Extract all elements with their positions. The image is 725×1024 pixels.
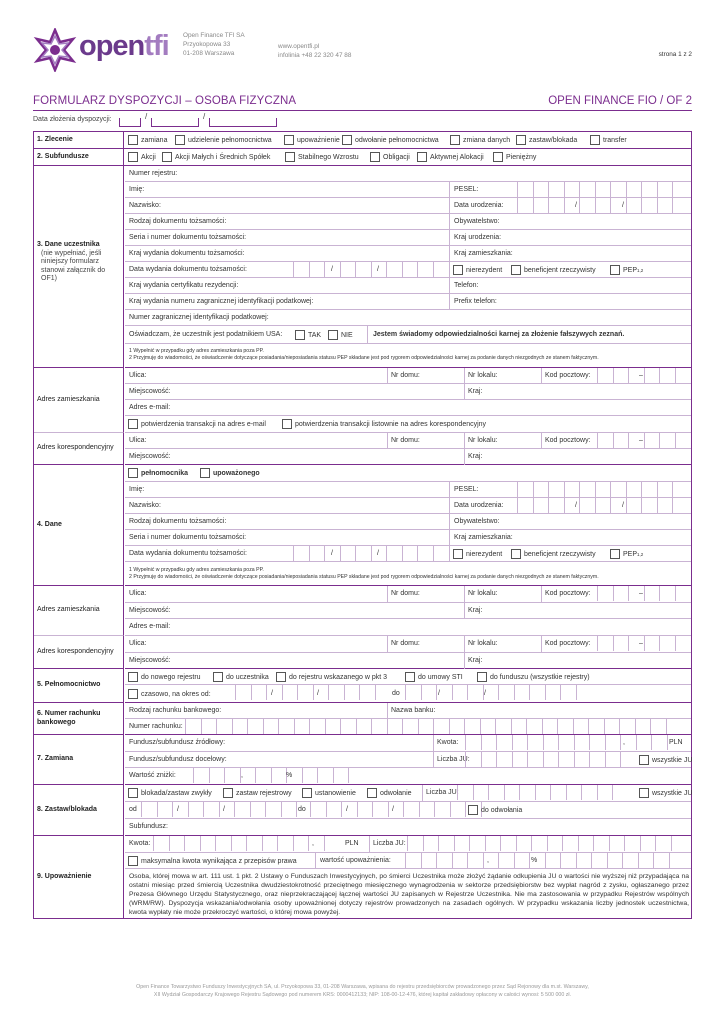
opt-nierezydent[interactable]: nierezydent: [453, 265, 502, 275]
s9-row1: Kwota: , PLN Liczba JU:: [125, 836, 691, 853]
addr1-label: Adres zamieszkania: [34, 368, 124, 433]
section-label-3: 3. Dane uczestnika (nie wypełniać, jeśli niniejszy formularz stanowi załącznik do OF1): [34, 166, 124, 368]
s6-row2: Numer rachunku:: [125, 719, 691, 735]
opt-do-uczestnika[interactable]: do uczestnika: [213, 672, 269, 682]
opt-umowa-sti[interactable]: do umowy STI: [405, 672, 463, 682]
s8-row1: blokada/zastaw zwykły zastaw rejestrowy ustanowienie odwołanie Liczba JU: wszystkie JU: [125, 785, 691, 802]
opt-pep[interactable]: PEP 1,2: [610, 265, 643, 275]
row-doc-type: Rodzaj dokumentu tożsamości: Obywatelstwo:: [125, 214, 691, 230]
addr1-row4: [125, 416, 691, 433]
s4-doc-date-boxes[interactable]: [293, 546, 448, 561]
s9-legal-text: Osoba, której mowa w art. 111 ust. 1 pkt. 2 Ustawy o Funduszach Inwestycyjnych, po śmierci Uczestnika może złożyć żądanie odkupienia JU o wartości nie wyższej niż przypadająca na ostatni miesiąc przed śmiercią Uczestnika dwudziestokrotność przeciętnego miesięcznego wynagrodzenia w sektorze przedsiębiorstw bez wypłat nagród z zysku, ogłaszanego przez Prezesa Głównego Urzędu Statystycznego, oraz nieprzekraczającej łącznej wartości JU zapisanych w Rejestrze Uczestnika. Nie ma zastosowania w przypadku Rejestrów wspólnych (WRM/RW). Dyspozycja wskazania/odwołania osoby upoważnionej dotyczy rejestrów prowadzonych na zasadach ogólnych. W przypadku wskazania liczby jednostek uczestnictwa, kwota wypłaty nie może przekroczyć wartości, o której mowa powyżej.: [129, 873, 689, 916]
footer: Open Finance Towarzystwo Funduszy Inwestycyjnych SA, ul. Przyokopowa 33, 01-208 Warszawa, wpisana do rejestru przedsiębiorców prowadzonego przez Sąd Rejonowy dla m.st. Warszawy, XII Wydział Gospodarczy Krajowego Rejestru Sądowego pod numerem KRS: 0000412133; NIP: 108-00-12-476, której kapitał zakładowy opłacony w całości wynosi: 5 500 000 zł.: [136, 984, 589, 998]
company-contact: www.opentfi.pl infolinia +48 22 320 47 88: [278, 43, 352, 59]
opt-pelnomocnika[interactable]: pełnomocnika: [128, 468, 188, 478]
opt-nowy-rejestr[interactable]: do nowego rejestru: [128, 672, 201, 682]
row-subfundusze: [34, 149, 691, 166]
section-label-1: 1. Zlecenie: [34, 132, 124, 148]
s5-row1: [125, 669, 691, 685]
s4-pesel-boxes[interactable]: [517, 482, 688, 497]
opt-zmiana-danych[interactable]: zmiana danych: [450, 135, 510, 145]
s8-opt-all-ju[interactable]: wszystkie JU: [639, 788, 692, 798]
s4-row-name: Imię: PESEL:: [125, 482, 691, 498]
section-label-5: 5. Pełnomocnictwo: [34, 669, 124, 703]
s8-row2: od / / do / / do odwołania: [125, 802, 691, 819]
corr1-label: Adres korespondencyjny: [34, 433, 124, 465]
corr2-zip-boxes[interactable]: [597, 636, 690, 651]
addr2-row1: Ulica: Nr domu: Nr lokalu: Kod pocztowy: –: [125, 586, 691, 603]
opt-upowaznionego[interactable]: upoważonego: [200, 468, 260, 478]
form-table: [33, 131, 692, 919]
date-month-field[interactable]: [151, 118, 199, 127]
opt-czasowo[interactable]: czasowo, na okres od:: [128, 689, 211, 699]
opt-confirm-post[interactable]: potwierdzenia transakcji listownie na adres korespondencyjny: [282, 419, 486, 429]
s7-opt-all-ju[interactable]: wszystkie JU: [639, 755, 692, 765]
s4-row-doc-type: Rodzaj dokumentu tożsamości: Obywatelstwo:: [125, 514, 691, 530]
s4-opt-beneficjent[interactable]: beneficjent rzeczywisty: [511, 549, 596, 559]
date-day-field[interactable]: [119, 118, 141, 127]
declaration: Jestem świadomy odpowiedzialności karnej za złożenie fałszywych zeznań.: [373, 331, 625, 338]
row-doc-country: Kraj wydania dokumentu tożsamości: Kraj zamieszkania:: [125, 246, 691, 262]
opt-zastaw-rejestrowy[interactable]: zastaw rejestrowy: [223, 788, 292, 798]
addr1-zip-boxes[interactable]: [597, 368, 690, 383]
date-year-field[interactable]: [209, 118, 277, 127]
star-logo-icon: [33, 28, 77, 72]
footnote-1: 1 Wypełnić w przypadku gdy adres zamieszkania poza PP.: [129, 348, 264, 354]
opt-do-funduszu[interactable]: do funduszu (wszystkie rejestry): [477, 672, 590, 682]
section-label-4: 4. Dane: [34, 465, 124, 586]
s5-date-to-boxes[interactable]: [405, 685, 591, 700]
s4-row-doc-date: Data wydania dokumentu tożsamości: / / nierezydent beneficjent rzeczywisty PEP 1,2: [125, 546, 691, 562]
addr1-row1: Ulica: Nr domu: Nr lokalu: Kod pocztowy: –: [125, 368, 691, 384]
opt-akcji-msp[interactable]: Akcji Małych i Średnich Spółek: [162, 152, 270, 162]
s7-row3: Wartość zniżki: , %: [125, 768, 691, 785]
opt-ustanowienie[interactable]: ustanowienie: [302, 788, 356, 798]
section-label-8: 8. Zastaw/blokada: [34, 785, 124, 836]
company-address: Open Finance TFI SA Przyokopowa 33 01-208 Warszawa: [183, 32, 245, 57]
row-tin-country: Kraj wydania numeru zagranicznej identyfikacji podatkowej: Prefix telefon:: [125, 294, 691, 310]
title-divider: [33, 110, 692, 111]
s9-units-boxes[interactable]: [407, 836, 686, 851]
s8-units-boxes[interactable]: [457, 785, 628, 800]
birth-date-boxes[interactable]: [517, 198, 688, 213]
opt-stabilnego[interactable]: Stabilnego Wzrostu: [285, 152, 359, 162]
s5-date-from-boxes[interactable]: [235, 685, 390, 700]
s4-row-surname: Nazwisko: Data urodzenia: / /: [125, 498, 691, 514]
date-label: Data złożenia dyspozycji:: [33, 116, 112, 123]
opt-maksymalna-kwota[interactable]: maksymalna kwota wynikająca z przepisów prawa: [128, 856, 297, 866]
doc-date-boxes[interactable]: [293, 262, 448, 277]
page-number: strona 1 z 2: [658, 51, 692, 58]
opt-confirm-email[interactable]: potwierdzenia transakcji na adres e-mail: [128, 419, 266, 429]
footnote-2: 2 Przyjmuję do wiadomości, że oświadczenie dotyczące posiadania/nieposiadania statusu PEP składane jest pod rygorem odpowiedzialności karnej za podanie danych niezgodnych ze stanem faktycznym.: [129, 355, 599, 361]
s4-opt-pep[interactable]: PEP 1,2: [610, 549, 643, 559]
section-label-2: 2. Subfundusze: [34, 149, 124, 165]
opt-udzielenie[interactable]: udzielenie pełnomocnictwa: [175, 135, 272, 145]
corr2-row2: Miejscowość: Kraj:: [125, 653, 691, 669]
s9-value-boxes[interactable]: [405, 853, 684, 868]
corr1-row1: Ulica: Nr domu: Nr lokalu: Kod pocztowy: –: [125, 433, 691, 449]
logo: [33, 28, 169, 72]
opt-do-odwolania[interactable]: do odwołania: [468, 805, 522, 815]
s7-row1: Fundusz/subfundusz źródłowy: Kwota: , PLN: [125, 735, 691, 752]
opt-zastaw[interactable]: zastaw/blokada: [516, 135, 577, 145]
row-surname: Nazwisko: Data urodzenia: / /: [125, 198, 691, 214]
s7-units-boxes[interactable]: [465, 752, 636, 767]
row-doc-no: Seria i numer dokumentu tożsamości: Kraj urodzenia:: [125, 230, 691, 246]
row-register: Numer rejestru:: [125, 166, 691, 182]
addr1-row2: Miejscowość: Kraj:: [125, 384, 691, 400]
s8-from-boxes[interactable]: [141, 802, 312, 817]
addr1-row3: Adres e-mail:: [125, 400, 691, 416]
s4-opt-nierezydent[interactable]: nierezydent: [453, 549, 502, 559]
opt-akcji[interactable]: Akcji: [128, 152, 156, 162]
brand-name: opentfi: [79, 30, 169, 62]
row-doc-date: Data wydania dokumentu tożsamości: / / nierezydent beneficjent rzeczywisty PEP 1,2: [125, 262, 691, 278]
opt-obligacji[interactable]: Obligacji: [370, 152, 410, 162]
opt-usa-tak[interactable]: TAK: [295, 330, 321, 340]
opt-usa-nie[interactable]: NIE: [328, 330, 353, 340]
opt-odwolanie[interactable]: odwołanie pełnomocnictwa: [342, 135, 439, 145]
row-zlecenie: [34, 132, 691, 149]
opt-blokada[interactable]: blokada/zastaw zwykły: [128, 788, 212, 798]
pesel-boxes[interactable]: [517, 182, 688, 197]
row-tin: Numer zagranicznej identyfikacji podatkowej:: [125, 310, 691, 326]
addr2-label: Adres zamieszkania: [34, 586, 124, 636]
s5-row2: czasowo, na okres od: / / do / /: [125, 685, 691, 703]
row-usa: Oświadczam, że uczestnik jest podatnikiem USA: TAK NIE Jestem świadomy odpowiedzialności karnej za złożenie fałszywych zeznań.: [125, 326, 691, 344]
page-title: FORMULARZ DYSPOZYCJI – OSOBA FIZYCZNA: [33, 95, 297, 107]
addr2-zip-boxes[interactable]: [597, 586, 690, 601]
section-label-9: 9. Upoważnienie: [34, 836, 124, 919]
corr1-zip-boxes[interactable]: [597, 433, 690, 448]
s4-footnote-2: 2 Przyjmuję do wiadomości, że oświadczenie dotyczące posiadania/nieposiadania statusu PEP składane jest pod rygorem odpowiedzialności karnej za podanie danych niezgodnych ze stanem faktycznym.: [129, 574, 599, 580]
corr1-row2: Miejscowość: Kraj:: [125, 449, 691, 465]
opt-aktywnej[interactable]: Aktywnej Alokacji: [417, 152, 484, 162]
opt-beneficjent[interactable]: beneficjent rzeczywisty: [511, 265, 596, 275]
s7-fee-boxes[interactable]: [193, 768, 364, 783]
opt-odwolanie-zastaw[interactable]: odwołanie: [367, 788, 412, 798]
addr2-row3: Adres e-mail:: [125, 619, 691, 636]
s4-birth-boxes[interactable]: [517, 498, 688, 513]
addr2-row2: Miejscowość: Kraj:: [125, 603, 691, 619]
row-cert: Kraj wydania certyfikatu rezydencji: Telefon:: [125, 278, 691, 294]
opt-pieniezny[interactable]: Pieniężny: [493, 152, 536, 162]
opt-rejestr-pkt3[interactable]: do rejestru wskazanego w pkt 3: [276, 672, 387, 682]
section-label-6: 6. Numer rachunku bankowego: [34, 703, 124, 735]
opt-transfer[interactable]: transfer: [590, 135, 627, 145]
row-name: Imię: PESEL:: [125, 182, 691, 198]
s9-row2: maksymalna kwota wynikająca z przepisów prawa wartość upoważnienia: , %: [125, 853, 691, 869]
s4-footnote-1: 1 Wypełnić w przypadku gdy adres zamieszkania poza PP.: [129, 567, 264, 573]
fund-name: OPEN FINANCE FIO / OF 2: [548, 95, 692, 107]
s7-amount-boxes[interactable]: [465, 735, 682, 750]
corr2-row1: Ulica: Nr domu: Nr lokalu: Kod pocztowy: –: [125, 636, 691, 653]
s4-row-doc-no: Seria i numer dokumentu tożsamości: Kraj zamieszkania:: [125, 530, 691, 546]
s4-row-type: [125, 465, 691, 482]
opt-zamiana[interactable]: zamiana: [128, 135, 167, 145]
s8-row3: Subfundusz:: [125, 819, 691, 836]
account-number-boxes[interactable]: [185, 719, 681, 734]
section-label-7: 7. Zamiana: [34, 735, 124, 785]
s6-row1: Rodzaj rachunku bankowego: Nazwa banku:: [125, 703, 691, 719]
corr2-label: Adres korespondencyjny: [34, 636, 124, 669]
s7-row2: Fundusz/subfundusz docelowy: Liczba JU: wszystkie JU: [125, 752, 691, 768]
opt-upowaznienie[interactable]: upoważnienie: [284, 135, 340, 145]
